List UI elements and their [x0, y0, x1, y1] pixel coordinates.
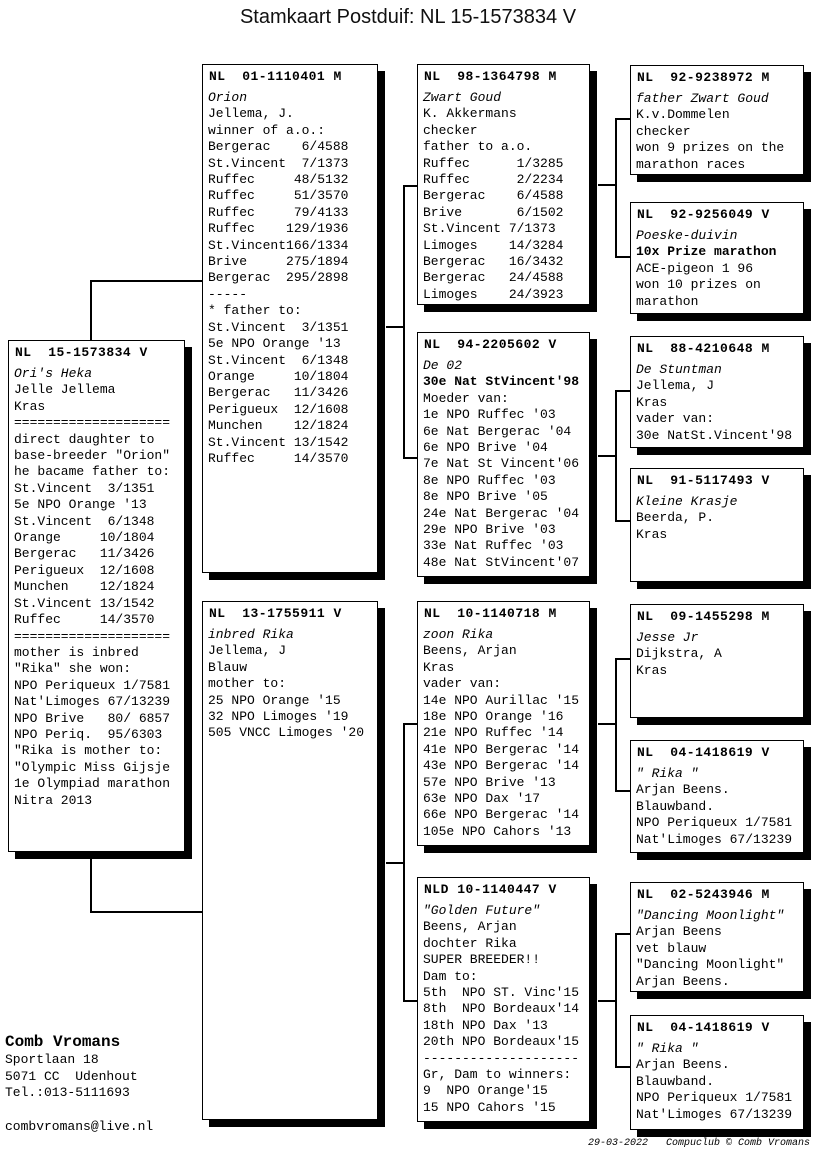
ring-number: NL 09-1455298 M — [637, 609, 770, 624]
pedigree-line: marathon races — [636, 156, 746, 172]
connector-line — [403, 457, 417, 459]
pedigree-line: "Rika" she won: — [14, 661, 132, 677]
pedigree-box-dsd — [630, 740, 804, 853]
pedigree-line: direct daughter to — [14, 431, 155, 447]
ring-number: NL 92-9256049 V — [637, 207, 770, 222]
ring-number: NL 04-1418619 V — [637, 1020, 770, 1035]
breeder-address-line: 5071 CC Udenhout — [5, 1068, 138, 1084]
pedigree-line: Kras — [636, 394, 668, 410]
connector-line — [615, 520, 630, 522]
pedigree-box-sire-dam — [417, 332, 590, 577]
pedigree-line: NPO Brive 80/ 6857 — [14, 710, 171, 726]
breeder-address-line: Sportlaan 18 — [5, 1052, 99, 1067]
connector-line — [386, 862, 404, 864]
pedigree-line: 21e NPO Ruffec '14 — [423, 725, 564, 741]
pedigree-line: " Rika " — [636, 766, 699, 781]
connector-line — [598, 1000, 615, 1002]
pedigree-line: marathon — [636, 293, 699, 309]
pedigree-line: Beens, Arjan — [423, 919, 517, 935]
pedigree-line: Zwart Goud — [423, 90, 502, 105]
ring-number: NL 02-5243946 M — [637, 887, 770, 902]
pedigree-line: 1e NPO Ruffec '03 — [423, 407, 556, 423]
pedigree-box-body — [636, 91, 798, 173]
pedigree-line: De Stuntman — [636, 362, 722, 377]
pedigree-box-body — [423, 358, 584, 571]
pedigree-line: he bacame father to: — [14, 464, 171, 480]
pedigree-line: won 9 prizes on the — [636, 140, 785, 156]
pedigree-line: 6e NPO Brive '04 — [423, 440, 548, 456]
pedigree-line: Ruffec 79/4133 — [208, 204, 349, 220]
pedigree-line: 32 NPO Limoges '19 — [208, 709, 349, 725]
connector-line — [598, 723, 615, 725]
pedigree-line: Nat'Limoges 67/13239 — [636, 1106, 793, 1122]
pedigree-box-body — [423, 903, 584, 1116]
ring-number: NL 91-5117493 V — [637, 473, 770, 488]
pedigree-line: Moeder van: — [423, 390, 509, 406]
pedigree-box-body — [208, 90, 372, 467]
pedigree-line: 15 NPO Cahors '15 — [423, 1099, 556, 1115]
pedigree-box-body — [423, 90, 584, 303]
pedigree-box-sire-sire — [417, 64, 590, 305]
pedigree-line: won 10 prizes on — [636, 277, 761, 293]
pedigree-line: " Rika " — [636, 1041, 699, 1056]
pedigree-line: Beerda, P. — [636, 510, 715, 526]
pedigree-line: St.Vincent 3/1351 — [14, 480, 155, 496]
connector-line — [386, 326, 404, 328]
pedigree-box-dam — [202, 601, 378, 1120]
pedigree-line: Ruffec 14/3570 — [14, 612, 155, 628]
pedigree-line: Munchen 12/1824 — [14, 579, 155, 595]
pedigree-line: Brive 275/1894 — [208, 254, 349, 270]
connector-line — [615, 933, 630, 935]
pedigree-box-sire — [202, 64, 378, 573]
pedigree-line: 10x Prize marathon — [636, 244, 777, 260]
pedigree-line: ----- — [208, 286, 248, 302]
pedigree-line: Bergerac 11/3426 — [14, 546, 155, 562]
pedigree-line: Nat'Limoges 67/13239 — [14, 694, 171, 710]
pedigree-line: "Rika is mother to: — [14, 743, 163, 759]
pedigree-line: St.Vincent 6/1348 — [208, 352, 349, 368]
pedigree-line: "Golden Future" — [423, 903, 541, 918]
ring-number: NL 04-1418619 V — [637, 745, 770, 760]
ring-number: NL 10-1140718 M — [424, 606, 557, 621]
pedigree-line: 5e NPO Orange '13 — [208, 336, 341, 352]
pedigree-line: Ori's Heka — [14, 366, 93, 381]
pedigree-line: Jesse Jr — [636, 630, 699, 645]
pedigree-line: St.Vincent 13/1542 — [208, 434, 349, 450]
pedigree-line: Bergerac 16/3432 — [423, 254, 564, 270]
pedigree-line: Perigueux 12/1608 — [14, 562, 155, 578]
pedigree-line: 18e NPO Orange '16 — [423, 709, 564, 725]
pedigree-line: "Dancing Moonlight" — [636, 908, 785, 923]
pedigree-line: Bergerac 11/3426 — [208, 385, 349, 401]
pedigree-line: vet blauw — [636, 940, 707, 956]
connector-line — [90, 911, 203, 913]
breeder-name: Comb Vromans — [5, 1033, 121, 1051]
pedigree-box-dam-dam — [417, 877, 590, 1122]
breeder-contact — [5, 1032, 153, 1135]
breeder-phone: Tel.:013-5111693 — [5, 1085, 130, 1100]
pedigree-line: 9 NPO Orange'15 — [423, 1083, 548, 1099]
pedigree-line: Ruffec 51/3570 — [208, 188, 349, 204]
pedigree-line: St.Vincent 6/1348 — [14, 513, 155, 529]
pedigree-line: St.Vincent 7/1373 — [208, 155, 349, 171]
pedigree-box-body — [636, 630, 798, 679]
pedigree-line: St.Vincent 13/1542 — [14, 595, 155, 611]
pedigree-line: 30e NatSt.Vincent'98 — [636, 427, 793, 443]
ring-number: NL 92-9238972 M — [637, 70, 770, 85]
connector-line — [615, 933, 617, 1067]
pedigree-line: Bergerac 295/2898 — [208, 270, 349, 286]
pedigree-line: 29e NPO Brive '03 — [423, 522, 556, 538]
pedigree-box-body — [636, 362, 798, 444]
pedigree-line: 5th NPO ST. Vinc'15 — [423, 985, 580, 1001]
pedigree-line: K. Akkermans — [423, 106, 517, 122]
pedigree-box-dds — [630, 882, 804, 992]
pedigree-box-body — [636, 494, 798, 543]
pedigree-line: 48e Nat StVincent'07 — [423, 554, 580, 570]
pedigree-line: Kras — [423, 659, 455, 675]
pedigree-box-body — [423, 627, 584, 840]
pedigree-line: Orange 10/1804 — [208, 368, 349, 384]
pedigree-line: Jellema, J — [208, 643, 287, 659]
connector-line — [615, 1066, 630, 1068]
pedigree-line: 1e Olympiad marathon — [14, 776, 171, 792]
pedigree-line: Beens, Arjan — [423, 643, 517, 659]
pedigree-line: Jelle Jellema — [14, 382, 116, 398]
pedigree-line: "Olympic Miss Gijsje — [14, 759, 171, 775]
pedigree-line: ==================== — [14, 415, 171, 431]
pedigree-line: Kleine Krasje — [636, 494, 738, 509]
pedigree-line: Gr, Dam to winners: — [423, 1067, 572, 1083]
connector-line — [90, 853, 92, 911]
pedigree-line: Blauwband. — [636, 798, 715, 814]
pedigree-line: Kras — [14, 398, 46, 414]
pedigree-line: 24e Nat Bergerac '04 — [423, 505, 580, 521]
pedigree-line: zoon Rika — [423, 627, 494, 642]
ring-number: NL 01-1110401 M — [209, 69, 342, 84]
pedigree-line: Limoges 14/3284 — [423, 237, 564, 253]
connector-line — [615, 658, 617, 791]
pedigree-line: dochter Rika — [423, 935, 517, 951]
connector-line — [615, 118, 617, 257]
pedigree-line: Arjan Beens — [636, 924, 722, 940]
pedigree-line: Ruffec 48/5132 — [208, 172, 349, 188]
pedigree-line: Kras — [636, 526, 668, 542]
connector-line — [615, 390, 617, 521]
pedigree-line: 57e NPO Brive '13 — [423, 774, 556, 790]
pedigree-line: father to a.o. — [423, 139, 533, 155]
ring-number: NL 98-1364798 M — [424, 69, 557, 84]
pedigree-line: Kras — [636, 662, 668, 678]
pedigree-line: NPO Periqueux 1/7581 — [636, 815, 793, 831]
pedigree-line: 25 NPO Orange '15 — [208, 692, 341, 708]
footer-credit: 29-03-2022 Compuclub © Comb Vromans — [587, 1138, 810, 1149]
pedigree-box-sss — [630, 65, 804, 175]
connector-line — [615, 790, 630, 792]
pedigree-line: De 02 — [423, 358, 463, 373]
pedigree-line: Ruffec 1/3285 — [423, 155, 564, 171]
pedigree-line: vader van: — [636, 411, 715, 427]
pedigree-line: Arjan Beens. — [636, 782, 730, 798]
pedigree-line: ACE-pigeon 1 96 — [636, 260, 754, 276]
connector-line — [403, 723, 417, 725]
pedigree-line: 8e NPO Brive '05 — [423, 489, 548, 505]
page-title: Stamkaart Postduif: NL 15-1573834 V — [239, 6, 577, 28]
pedigree-line: 14e NPO Aurillac '15 — [423, 692, 580, 708]
pedigree-line: mother is inbred — [14, 644, 139, 660]
pedigree-line: 18th NPO Dax '13 — [423, 1017, 548, 1033]
pedigree-line: 105e NPO Cahors '13 — [423, 823, 572, 839]
connector-line — [403, 723, 405, 1001]
connector-line — [90, 280, 203, 282]
pedigree-line: Munchen 12/1824 — [208, 418, 349, 434]
pedigree-line: 505 VNCC Limoges '20 — [208, 725, 365, 741]
pedigree-line: Ruffec 14/3570 — [208, 450, 349, 466]
pedigree-line: * father to: — [208, 303, 302, 319]
pedigree-line: Blauwband. — [636, 1073, 715, 1089]
pedigree-line: Bergerac 24/4588 — [423, 270, 564, 286]
breeder-email: combvromans@live.nl — [5, 1118, 154, 1134]
pedigree-line: Bergerac 6/4588 — [208, 139, 349, 155]
pedigree-line: K.v.Dommelen — [636, 107, 730, 123]
pedigree-line: Nitra 2013 — [14, 792, 93, 808]
pedigree-box-sdd — [630, 468, 804, 582]
pedigree-line: Poeske-duivin — [636, 228, 738, 243]
pedigree-box-body — [636, 228, 798, 310]
connector-line — [403, 185, 417, 187]
connector-line — [90, 280, 92, 340]
pedigree-line: inbred Rika — [208, 627, 294, 642]
pedigree-line: 8e NPO Ruffec '03 — [423, 472, 556, 488]
pedigree-line: mother to: — [208, 676, 287, 692]
pedigree-line: 33e Nat Ruffec '03 — [423, 538, 564, 554]
pedigree-line: 20th NPO Bordeaux'15 — [423, 1034, 580, 1050]
pedigree-line: Dam to: — [423, 968, 478, 984]
pedigree-line: Arjan Beens. — [636, 973, 730, 989]
pedigree-line: base-breeder "Orion" — [14, 448, 171, 464]
pedigree-line: NPO Periqueux 1/7581 — [14, 677, 171, 693]
pedigree-line: "Dancing Moonlight" — [636, 957, 785, 973]
pedigree-box-ssd — [630, 202, 804, 314]
pedigree-line: checker — [423, 122, 478, 138]
pedigree-box-sds — [630, 336, 804, 448]
pedigree-line: 63e NPO Dax '17 — [423, 791, 541, 807]
ring-number: NLD 10-1140447 V — [424, 882, 557, 897]
pedigree-line: Brive 6/1502 — [423, 204, 564, 220]
pedigree-line: 43e NPO Bergerac '14 — [423, 758, 580, 774]
connector-line — [615, 390, 630, 392]
pedigree-line: Ruffec 129/1936 — [208, 221, 349, 237]
pedigree-line: vader van: — [423, 676, 502, 692]
pedigree-line: 41e NPO Bergerac '14 — [423, 741, 580, 757]
pedigree-line: NPO Periq. 95/6303 — [14, 726, 163, 742]
pedigree-box-body — [636, 1041, 798, 1123]
pedigree-line: Nat'Limoges 67/13239 — [636, 831, 793, 847]
pedigree-line: Orange 10/1804 — [14, 530, 155, 546]
pedigree-line: 5e NPO Orange '13 — [14, 497, 147, 513]
pedigree-line: 8th NPO Bordeaux'14 — [423, 1001, 580, 1017]
pedigree-line: Dijkstra, A — [636, 646, 722, 662]
ring-number: NL 13-1755911 V — [209, 606, 342, 621]
pedigree-line: Perigueux 12/1608 — [208, 401, 349, 417]
connector-line — [598, 455, 615, 457]
pedigree-line: SUPER BREEDER!! — [423, 952, 541, 968]
pedigree-line: St.Vincent 7/1373 — [423, 221, 556, 237]
pedigree-box-ddd — [630, 1015, 804, 1130]
pedigree-box-body — [14, 366, 179, 809]
connector-line — [598, 184, 615, 186]
pedigree-line: Bergerac 6/4588 — [423, 188, 564, 204]
connector-line — [615, 118, 630, 120]
pedigree-line: NPO Periqueux 1/7581 — [636, 1090, 793, 1106]
pedigree-line: -------------------- — [423, 1050, 580, 1066]
pedigree-box-dam-sire — [417, 601, 590, 846]
connector-line — [403, 185, 405, 458]
ring-number: NL 88-4210648 M — [637, 341, 770, 356]
pedigree-line: 7e Nat St Vincent'06 — [423, 456, 580, 472]
connector-line — [403, 1000, 417, 1002]
connector-line — [615, 658, 630, 660]
pedigree-line: winner of a.o.: — [208, 122, 326, 138]
pedigree-line: St.Vincent166/1334 — [208, 237, 349, 253]
pedigree-box-dss — [630, 604, 804, 718]
connector-line — [615, 256, 630, 258]
pedigree-line: Orion — [208, 90, 248, 105]
pedigree-line: Blauw — [208, 659, 248, 675]
pedigree-line: 6e Nat Bergerac '04 — [423, 423, 572, 439]
pedigree-line: 30e Nat StVincent'98 — [423, 374, 580, 390]
pedigree-box-subject — [8, 340, 185, 852]
ring-number: NL 94-2205602 V — [424, 337, 557, 352]
pedigree-box-body — [636, 766, 798, 848]
pedigree-line: Jellema, J. — [208, 106, 294, 122]
pedigree-line: 66e NPO Bergerac '14 — [423, 807, 580, 823]
pedigree-line: Ruffec 2/2234 — [423, 172, 564, 188]
pedigree-line: Limoges 24/3923 — [423, 286, 564, 302]
pedigree-line: checker — [636, 123, 691, 139]
ring-number: NL 15-1573834 V — [15, 345, 148, 360]
pedigree-line: St.Vincent 3/1351 — [208, 319, 349, 335]
pedigree-line: Jellema, J — [636, 378, 715, 394]
pedigree-box-body — [208, 627, 372, 742]
pedigree-box-body — [636, 908, 798, 990]
pedigree-line: Arjan Beens. — [636, 1057, 730, 1073]
pedigree-line: father Zwart Goud — [636, 91, 769, 106]
pedigree-line: ==================== — [14, 628, 171, 644]
